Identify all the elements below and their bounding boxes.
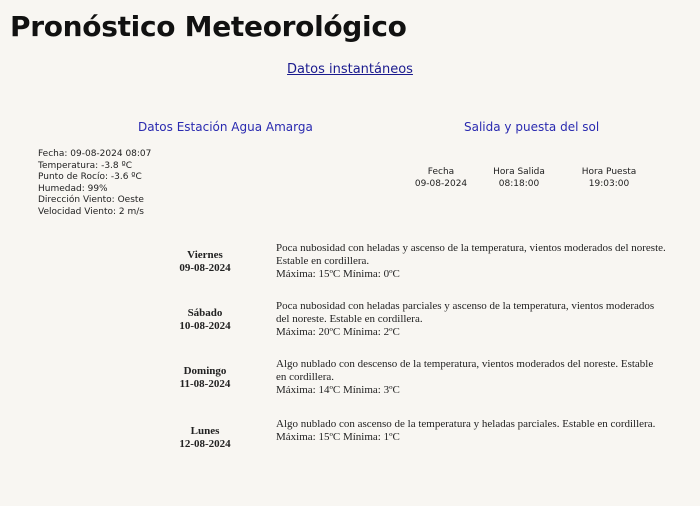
forecast-text: Poca nubosidad con heladas parciales y ascenso de la temperatura, vientos moderados del noreste. Estable en cordillera.: [276, 300, 655, 325]
forecast-day-name: Sábado: [187, 307, 223, 319]
sun-col-fecha: [396, 166, 486, 190]
forecast-day-date: 10-08-2024: [179, 320, 231, 332]
station-date: Fecha: 09-08-2024 08:07: [38, 149, 152, 159]
station-wind-speed: Velocidad Viento: 2 m/s: [38, 206, 144, 217]
forecast-text: Algo nublado con descenso de la temperatura, vientos moderados del noreste. Estable en cordillera.: [276, 358, 654, 383]
forecast-day: [150, 307, 260, 333]
forecast-day-date: 12-08-2024: [179, 438, 231, 450]
forecast-minmax: Máxima: 15ºC Mínima: 1ºC: [276, 431, 400, 443]
forecast-minmax: Máxima: 20ºC Mínima: 2ºC: [276, 326, 400, 338]
station-humidity: Humedad: 99%: [38, 183, 108, 194]
sun-col-puesta: [564, 166, 654, 190]
forecast-day-name: Viernes: [187, 249, 223, 261]
forecast-description: [276, 418, 666, 444]
station-dew-point: Punto de Rocío: -3.6 ºC: [38, 172, 142, 183]
forecast-minmax: Máxima: 15ºC Mínima: 0ºC: [276, 268, 400, 280]
forecast-day-date: 09-08-2024: [179, 262, 231, 274]
sun-salida-label: Hora Salida: [493, 167, 545, 177]
instant-data-link[interactable]: Datos instantáneos: [287, 62, 413, 77]
sun-col-salida: [474, 166, 564, 190]
sun-salida-value: 08:18:00: [498, 179, 540, 189]
station-info: [38, 149, 151, 219]
forecast-day: [150, 365, 260, 391]
sun-fecha-value: 09-08-2024: [414, 179, 468, 189]
forecast-text: Algo nublado con ascenso de la temperatura y heladas parciales. Estable en cordillera.: [276, 418, 656, 430]
sun-puesta-value: 19:03:00: [588, 179, 630, 189]
sun-fecha-label: Fecha: [427, 167, 455, 177]
forecast-description: [276, 358, 666, 397]
page-title: Pronóstico Meteorológico: [10, 10, 407, 43]
forecast-text: Poca nubosidad con heladas y ascenso de la temperatura, vientos moderados del noreste. Estable en cordillera.: [276, 242, 666, 267]
forecast-description: [276, 300, 666, 339]
forecast-day-date: 11-08-2024: [179, 378, 231, 390]
forecast-day-name: Domingo: [183, 365, 227, 377]
station-temperature: Temperatura: -3.8 ºC: [38, 160, 133, 171]
station-title: Datos Estación Agua Amarga: [138, 120, 313, 134]
forecast-day: [150, 249, 260, 275]
instant-data-link-row: [0, 62, 700, 77]
forecast-day: [150, 425, 260, 451]
sun-title: Salida y puesta del sol: [464, 120, 600, 134]
station-wind-direction: Dirección Viento: Oeste: [38, 195, 144, 206]
forecast-description: [276, 242, 666, 281]
forecast-day-name: Lunes: [190, 425, 220, 437]
sun-puesta-label: Hora Puesta: [581, 167, 637, 177]
forecast-minmax: Máxima: 14ºC Mínima: 3ºC: [276, 384, 400, 396]
